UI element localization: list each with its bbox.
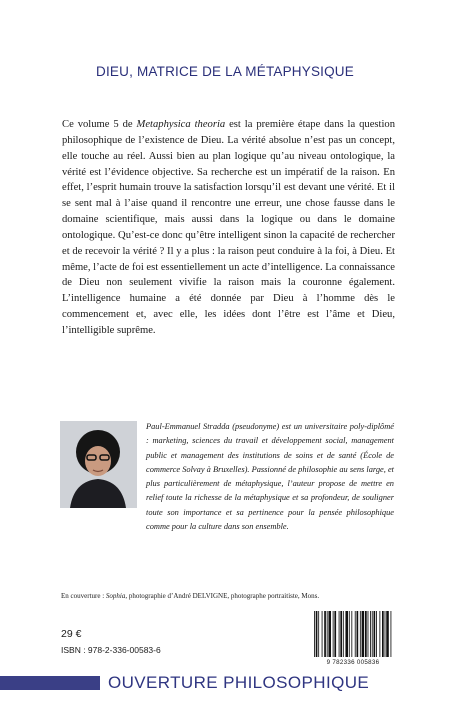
barcode-bar: [318, 611, 319, 657]
barcode-bar: [349, 611, 350, 657]
price: 29 €: [61, 628, 82, 640]
series-banner: [0, 672, 450, 694]
barcode-bar: [368, 611, 369, 657]
barcode-bar: [355, 611, 356, 657]
barcode-bar: [340, 611, 342, 657]
barcode-bar: [382, 611, 384, 657]
barcode-bar: [324, 611, 326, 657]
barcode-bar: [357, 611, 359, 657]
barcode-bar: [372, 611, 373, 657]
barcode-bars: [312, 611, 394, 661]
barcode-bar: [334, 611, 336, 657]
summary-intro: Ce volume 5 de: [62, 119, 137, 130]
author-photo: [60, 421, 137, 508]
barcode-bar: [345, 611, 348, 657]
series-name: OUVERTURE PHILOSOPHIQUE: [108, 673, 370, 692]
barcode-bar: [343, 611, 344, 657]
barcode-bar: [379, 611, 380, 657]
barcode-bar: [314, 611, 315, 657]
summary-rest: est la première étape dans la question philosophique de l’existence de Dieu. La vérité absolue n’est pas un concept, elle touche au réel. Aussi bien au plan logique qu’au niveau ontologique, la vérité est l’évidence objective. Sa recherche est un impératif de la raison. En effet, l’esprit humain trouve la satisfaction lorsqu’il est devant une vérité. Et il se sent mal à l’aise quand il rencontre une erreur, une chose fausse dans le domaine scientifique, mais aussi dans la logique ou dans le domaine ontologique. Qu’est-ce donc qu’être intelligent sinon la capacité de rechercher et de recevoir la vérité ? Il y a plus : la raison peut conduire à la foi, à Dieu. Et même, l’acte de foi est essentiellement un acte d’intelligence. La connaissance de Dieu non seulement vivifie la raison mais la couronne également. L’intelligence humaine a été donnée par Dieu à l’homme dès le commencement et, avec elle, les idées dont l’être est l’âme et Dieu, l’intelligible suprême.: [62, 119, 395, 336]
work-title: Metaphysica theoria: [136, 119, 226, 130]
author-bio: Paul-Emmanuel Stradda (pseudonyme) est un universitaire poly-diplômé : marketing, sciences du travail et développement social, management public et management des institutions de soins et de santé (École de commerce Solvay à Bruxelles). Passionné de philosophie au sens large, et plus particulièrement de métaphysique, l’auteur propose de mettre en relief toute la richesse de la métaphysique et sa profondeur, de souligner toute son importance et sa pertinence pour la pensée philosophique comme pour la culture dans son ensemble.: [146, 422, 394, 532]
isbn: ISBN : 978-2-336-00583-6: [61, 645, 161, 655]
barcode-bar: [370, 611, 371, 657]
book-title: DIEU, MATRICE DE LA MÉTAPHYSIQUE: [96, 64, 354, 79]
barcode-bar: [385, 611, 386, 657]
credit-prefix: En couverture :: [61, 592, 106, 600]
barcode-bar: [316, 611, 318, 657]
barcode-bar: [322, 611, 323, 657]
barcode-bar: [327, 611, 328, 657]
barcode-bar: [386, 611, 389, 657]
series-color-bar: [0, 676, 100, 690]
barcode-bar: [365, 611, 367, 657]
barcode-bar: [391, 611, 392, 657]
barcode-bar: [351, 611, 352, 657]
cover-credit: [61, 592, 401, 600]
barcode-bar: [360, 611, 361, 657]
barcode-bar: [362, 611, 365, 657]
barcode-bar: [333, 611, 334, 657]
credit-rest: , photographie d’André DELVIGNE, photographe portraitiste, Mons.: [125, 592, 320, 600]
barcode-bar: [376, 611, 377, 657]
barcode-digits: 9 782336 005836: [312, 659, 394, 667]
barcode-bar: [328, 611, 331, 657]
credit-artwork: Sophia: [105, 592, 126, 600]
barcode-bar: [339, 611, 340, 657]
barcode-bar: [374, 611, 376, 657]
back-cover-summary: [62, 117, 395, 339]
barcode: [312, 611, 394, 667]
